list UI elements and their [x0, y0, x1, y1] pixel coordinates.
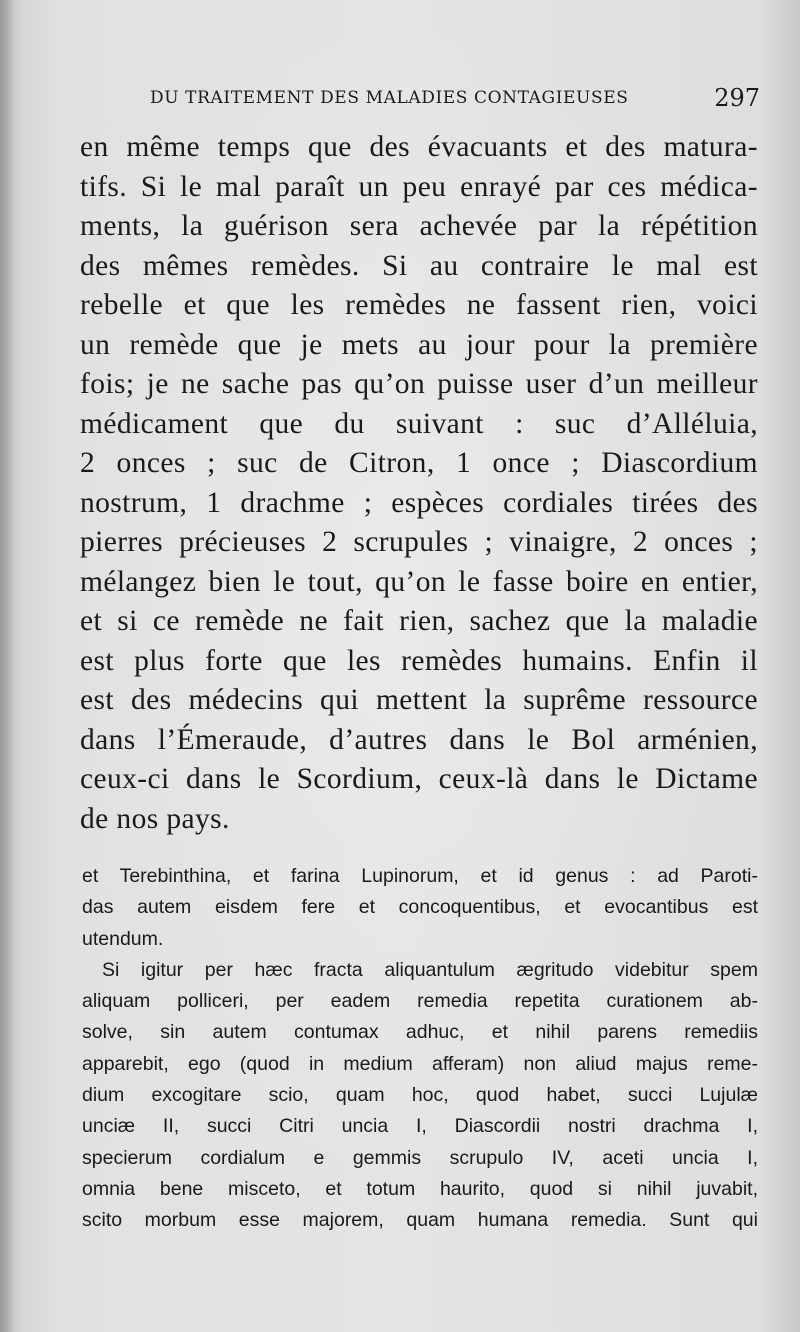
page-number: 297 [714, 84, 760, 112]
text-line: dans l’Émeraude, d’autres dans le Bol arménien, [80, 723, 758, 756]
text-line: en même temps que des évacuants et des matura- [80, 131, 758, 163]
text-line: est plus forte que les remèdes humains. Enfin il [80, 644, 758, 677]
note-line: specierum cordialum e gemmis scrupulo IV, aceti uncia I, [82, 1146, 758, 1169]
text-line: mélangez bien le tout, qu’on le fasse boire en entier, [80, 565, 758, 598]
note-line: omnia bene misceto, et totum haurito, quod si nihil juvabit, [82, 1177, 758, 1200]
text-line: 2 onces ; suc de Citron, 1 once ; Diascordium [80, 447, 758, 479]
latin-footnote [82, 861, 758, 1237]
text-line: fois; je ne sache pas qu’on puisse user d’un meilleur [80, 368, 758, 400]
note-line: Si igitur per hæc fracta aliquantulum ægritudo videbitur spem [102, 958, 758, 981]
page-header [150, 84, 760, 114]
note-line: dium excogitare scio, quam hoc, quod habet, succi Lujulæ [82, 1084, 758, 1107]
note-line: aliquam polliceri, per eadem remedia repetita curationem ab- [82, 990, 758, 1013]
running-title: DU TRAITEMENT DES MALADIES CONTAGIEUSES [150, 88, 629, 108]
french-paragraph [80, 128, 758, 839]
text-line: nostrum, 1 drachme ; espèces cordiales tirées des [80, 486, 758, 519]
text-line: de nos pays. [80, 802, 230, 835]
note-line: utendum. [82, 927, 164, 950]
text-line: ments, la guérison sera achevée par la répétition [80, 210, 758, 242]
page-gutter-shadow [0, 0, 14, 1332]
text-line: rebelle et que les remèdes ne fassent rien, voici [80, 289, 758, 321]
note-line: et Terebinthina, et farina Lupinorum, et id genus : ad Paroti- [82, 865, 758, 887]
note-line: solve, sin autem contumax adhuc, et nihil parens remediis [82, 1021, 758, 1044]
text-line: médicament que du suivant : suc d’Alléluia, [80, 407, 758, 440]
note-line: scito morbum esse majorem, quam humana remedia. Sunt qui [82, 1209, 758, 1232]
note-line: unciæ II, succi Citri uncia I, Diascordii nostri drachma I, [82, 1115, 758, 1138]
note-line: apparebit, ego (quod in medium afferam) non aliud majus reme- [82, 1052, 758, 1075]
note-line: das autem eisdem fere et concoquentibus, et evocantibus est [82, 896, 758, 919]
text-line: tifs. Si le mal paraît un peu enrayé par ces médica- [80, 170, 758, 203]
text-line: ceux-ci dans le Scordium, ceux-là dans le Dictame [80, 763, 758, 795]
text-line: pierres précieuses 2 scrupules ; vinaigre, 2 onces ; [80, 526, 758, 558]
text-line: un remède que je mets au jour pour la première [80, 328, 758, 361]
text-line: des mêmes remèdes. Si au contraire le mal est [80, 249, 758, 282]
text-line: est des médecins qui mettent la suprême ressource [80, 684, 758, 716]
text-line: et si ce remède ne fait rien, sachez que la maladie [80, 605, 758, 637]
